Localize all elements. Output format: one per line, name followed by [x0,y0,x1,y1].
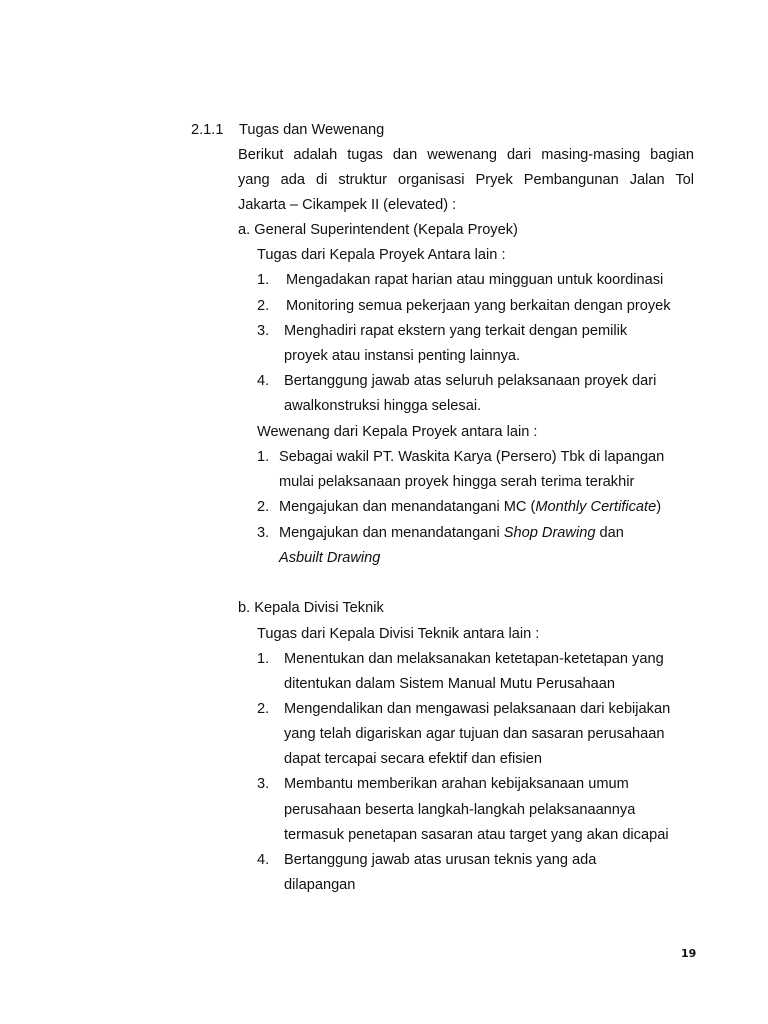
part-b-tugas-3-num: 3. [257,776,270,792]
part-b-tugas-2-text-1: Mengendalikan dan mengawasi pelaksanaan dari kebijakan [284,701,671,717]
part-a-tugas-2-text: Monitoring semua pekerjaan yang berkaitan dengan proyek [286,298,671,314]
part-b-tugas-4-text-1: Bertanggung jawab atas urusan teknis yang ada [284,852,597,868]
part-b-tugas-2-text-2: yang telah digariskan agar tujuan dan sasaran perusahaan [284,726,665,742]
part-a-wewenang-heading: Wewenang dari Kepala Proyek antara lain : [257,424,538,440]
part-a-tugas-2-num: 2. [257,298,270,314]
part-a-wewenang-3-text-2: Asbuilt Drawing [279,550,381,566]
part-b-tugas-1-num: 1. [257,651,270,667]
part-b-tugas-3-text-2: perusahaan beserta langkah-langkah pelaksanaannya [284,802,636,818]
part-a-tugas-4-text-1: Bertanggung jawab atas seluruh pelaksanaan proyek dari [284,373,657,389]
part-a-wewenang-1-num: 1. [257,449,270,465]
wewenang-3-post: dan [595,525,624,541]
part-a-wewenang-2-num: 2. [257,499,270,515]
section-title: Tugas dan Wewenang [239,122,385,138]
part-a-wewenang-3-num: 3. [257,525,270,541]
part-a-tugas-3-num: 3. [257,323,270,339]
intro-line-3: Jakarta – Cikampek II (elevated) : [238,197,457,213]
part-b-tugas-2-num: 2. [257,701,270,717]
part-b-tugas-3-text-3: termasuk penetapan sasaran atau target yang akan dicapai [284,827,669,843]
section-number: 2.1.1 [191,122,224,138]
part-a-wewenang-2-text [279,497,661,517]
part-b-tugas-1-text-1: Menentukan dan melaksanakan ketetapan-ketetapan yang [284,651,664,667]
wewenang-2-pre: Mengajukan dan menandatangani MC ( [279,499,536,515]
part-b-tugas-1-text-2: ditentukan dalam Sistem Manual Mutu Perusahaan [284,676,615,692]
part-a-tugas-3-text-2: proyek atau instansi penting lainnya. [284,348,521,364]
part-a-wewenang-1-text-1: Sebagai wakil PT. Waskita Karya (Persero) Tbk di lapangan [279,449,665,465]
part-a-tugas-heading: Tugas dari Kepala Proyek Antara lain : [257,247,506,263]
part-b-tugas-3-text-1: Membantu memberikan arahan kebijaksanaan umum [284,776,629,792]
intro-line-1: Berikut adalah tugas dan wewenang dari masing-masing bagian [238,147,694,163]
part-a-tugas-4-text-2: awalkonstruksi hingga selesai. [284,398,482,414]
wewenang-3-italic: Shop Drawing [503,525,596,541]
part-b-tugas-heading: Tugas dari Kepala Divisi Teknik antara lain : [257,626,540,642]
part-a-wewenang-1-text-2: mulai pelaksanaan proyek hingga serah terima terakhir [279,474,635,490]
part-b-tugas-2-text-3: dapat tercapai secara efektif dan efisien [284,751,542,767]
wewenang-2-italic: Monthly Certificate [535,499,657,515]
part-b-heading: b. Kepala Divisi Teknik [238,600,384,616]
part-a-tugas-3-text-1: Menghadiri rapat ekstern yang terkait dengan pemilik [284,323,628,339]
part-a-tugas-4-num: 4. [257,373,270,389]
part-b-tugas-4-text-2: dilapangan [284,877,356,893]
wewenang-3-pre: Mengajukan dan menandatangani [279,525,504,541]
part-a-wewenang-3-text-1 [279,523,624,543]
intro-line-2: yang ada di struktur organisasi Pryek Pembangunan Jalan Tol [238,172,694,188]
part-a-tugas-1-num: 1. [257,272,270,288]
part-a-tugas-1-text: Mengadakan rapat harian atau mingguan untuk koordinasi [286,272,664,288]
wewenang-2-post: ) [656,499,662,515]
page-number: 19 [681,947,697,960]
part-a-heading: a. General Superintendent (Kepala Proyek) [238,222,518,238]
part-b-tugas-4-num: 4. [257,852,270,868]
